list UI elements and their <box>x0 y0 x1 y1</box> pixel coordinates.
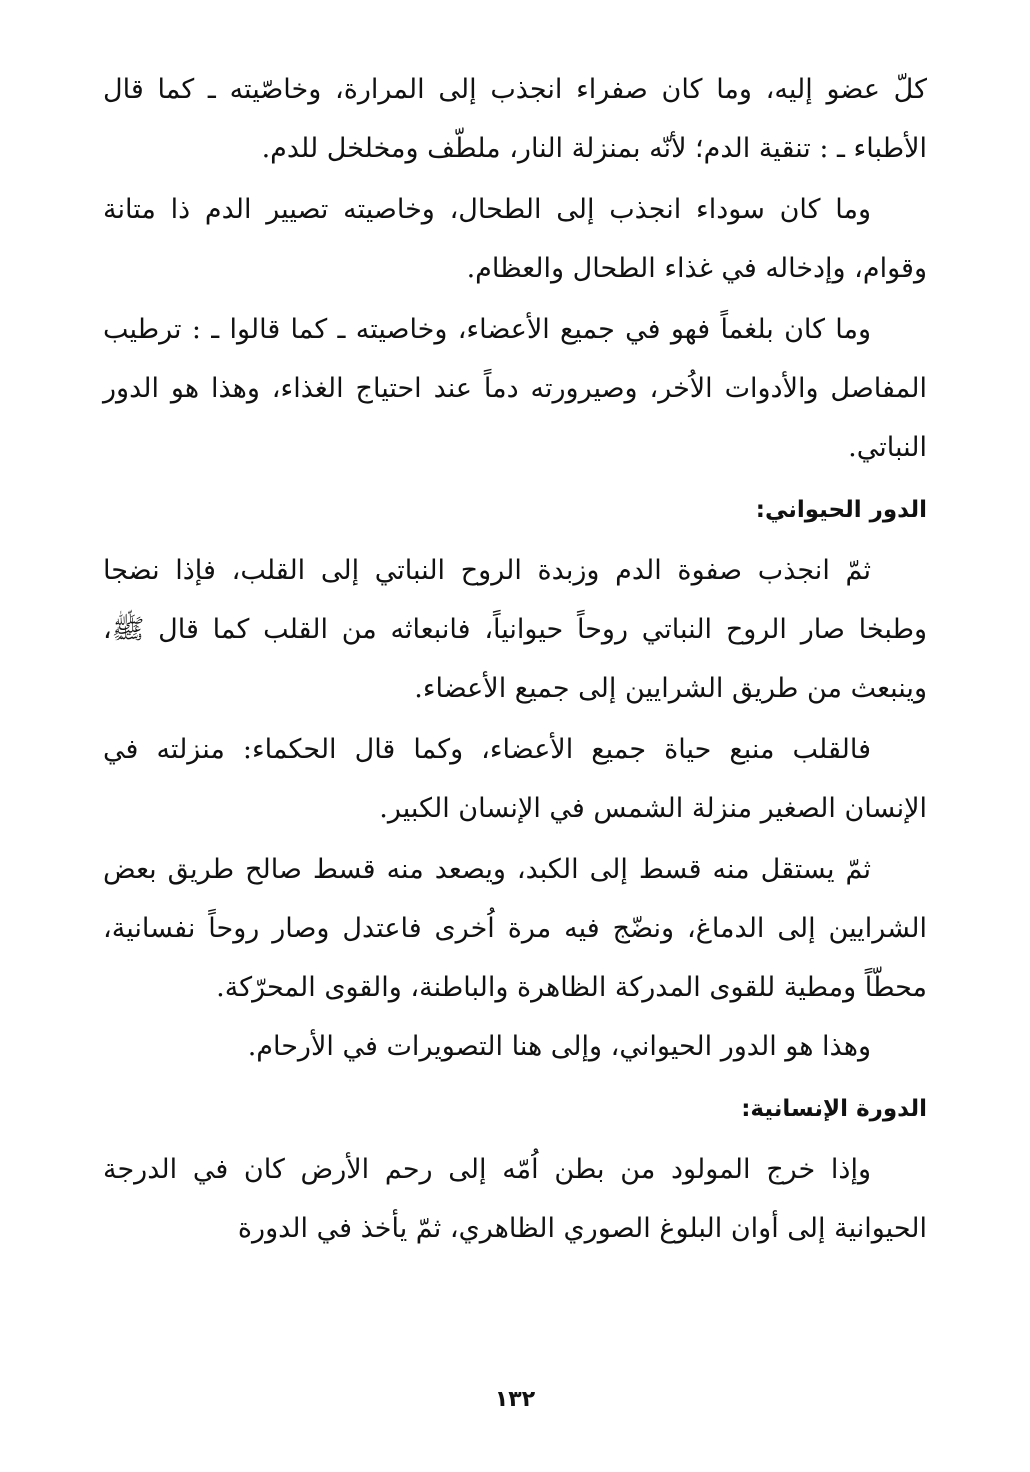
paragraph-1: كلّ عضو إليه، وما كان صفراء انجذب إلى المرارة، وخاصّيته ـ كما قال الأطباء ـ : تنقية الدم؛ لأنّه بمنزلة النار، ملطّف ومخلخل للدم. <box>103 74 927 164</box>
paragraph-8: وإذا خرج المولود من بطن اُمّه إلى رحم الأرض كان في الدرجة الحيوانية إلى أوان البلوغ الصوري الظاهري، ثمّ يأخذ في الدورة <box>103 1154 927 1244</box>
paragraph-3: وما كان بلغماً فهو في جميع الأعضاء، وخاصيته ـ كما قالوا ـ : ترطيب المفاصل والأدوات الاُخر، وصيرورته دماً عند احتياج الغذاء، وهذا هو الدور النباتي. <box>103 314 927 463</box>
paragraph-6: ثمّ يستقل منه قسط إلى الكبد، ويصعد منه قسط صالح طريق بعض الشرايين إلى الدماغ، ونضّج فيه مرة اُخرى فاعتدل وصار روحاً نفسانية، محطّاً ومطية للقوى المدركة الظاهرة والباطنة، والقوى المحرّكة. <box>103 854 927 1003</box>
paragraph-7: وهذا هو الدور الحيواني، وإلى هنا التصويرات في الأرحام. <box>247 1031 871 1062</box>
section-heading-human-stage: الدورة الإنسانية: <box>741 1096 927 1122</box>
paragraph-4: ثمّ انجذب صفوة الدم وزبدة الروح النباتي إلى القلب، فإذا نضجا وطبخا صار الروح النباتي روحاً حيوانياً، فانبعاثه من القلب كما قال ﷺ، وينبعث من طريق الشرايين إلى جميع الأعضاء. <box>103 555 927 704</box>
paragraph-2: وما كان سوداء انجذب إلى الطحال، وخاصيته تصيير الدم ذا متانة وقوام، وإدخاله في غذاء الطحال والعظام. <box>103 194 927 284</box>
page-number: ١٣٢ <box>494 1387 536 1412</box>
section-heading-animal-stage: الدور الحيواني: <box>755 497 927 523</box>
paragraph-5: فالقلب منبع حياة جميع الأعضاء، وكما قال الحكماء: منزلته في الإنسان الصغير منزلة الشمس في الإنسان الكبير. <box>103 734 927 824</box>
